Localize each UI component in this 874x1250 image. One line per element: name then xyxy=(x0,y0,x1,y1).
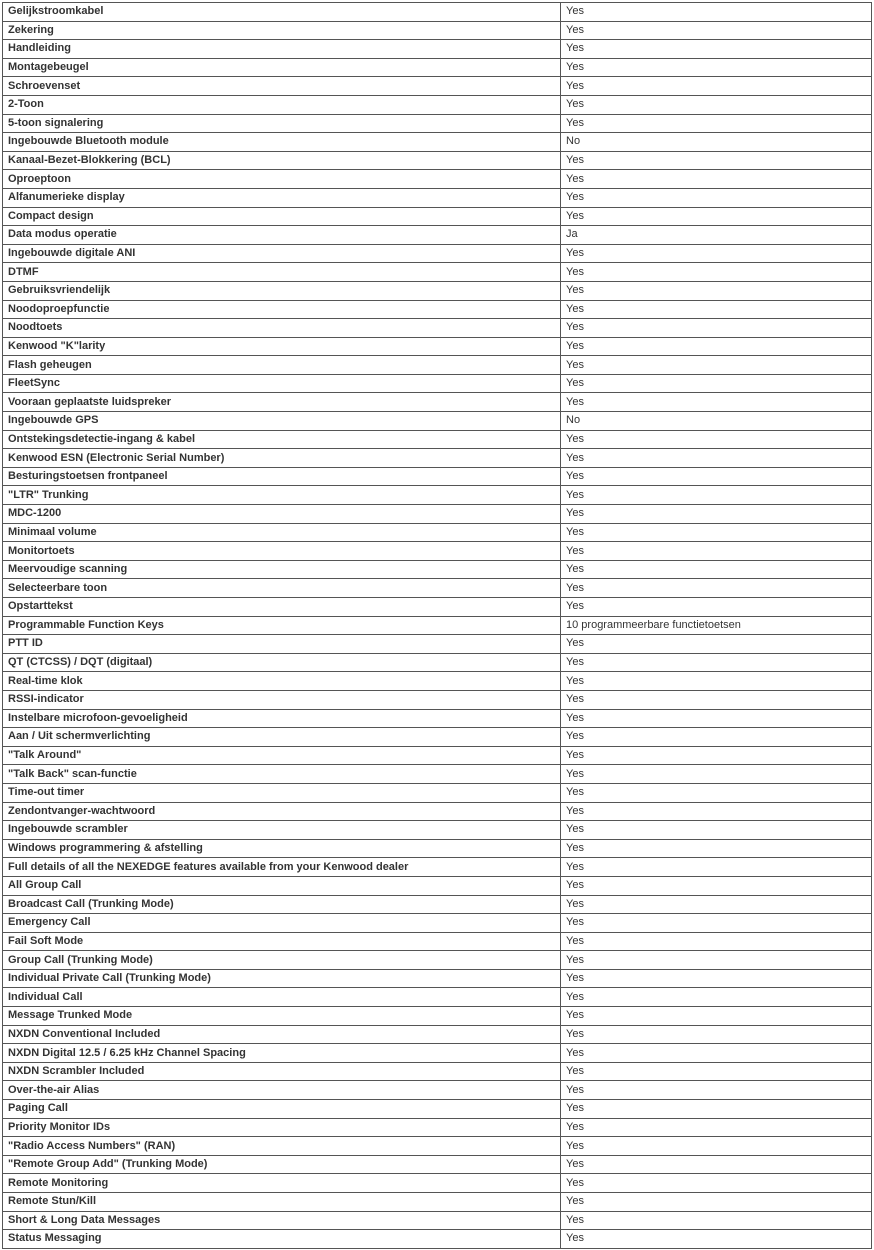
spec-value: Yes xyxy=(561,988,872,1007)
spec-label: Message Trunked Mode xyxy=(3,1007,561,1026)
table-row xyxy=(3,1174,872,1193)
spec-value: Yes xyxy=(561,188,872,207)
spec-value: Yes xyxy=(561,709,872,728)
table-row xyxy=(3,895,872,914)
spec-label: MDC-1200 xyxy=(3,505,561,524)
table-row xyxy=(3,1025,872,1044)
table-row xyxy=(3,709,872,728)
spec-value: Yes xyxy=(561,1118,872,1137)
spec-label: Oproeptoon xyxy=(3,170,561,189)
spec-label: Opstarttekst xyxy=(3,598,561,617)
table-row xyxy=(3,263,872,282)
spec-value: Yes xyxy=(561,1044,872,1063)
spec-label: NXDN Conventional Included xyxy=(3,1025,561,1044)
spec-value: Yes xyxy=(561,579,872,598)
spec-value: Yes xyxy=(561,542,872,561)
table-row xyxy=(3,1193,872,1212)
spec-value: Yes xyxy=(561,932,872,951)
spec-label: Status Messaging xyxy=(3,1230,561,1249)
spec-label: PTT ID xyxy=(3,635,561,654)
spec-label: Ingebouwde GPS xyxy=(3,412,561,431)
table-row xyxy=(3,337,872,356)
spec-label: Vooraan geplaatste luidspreker xyxy=(3,393,561,412)
spec-value: Yes xyxy=(561,728,872,747)
spec-value: Yes xyxy=(561,598,872,617)
spec-value: Yes xyxy=(561,151,872,170)
spec-value: Ja xyxy=(561,226,872,245)
table-row xyxy=(3,356,872,375)
table-row xyxy=(3,821,872,840)
spec-value: Yes xyxy=(561,430,872,449)
spec-value: Yes xyxy=(561,783,872,802)
table-row xyxy=(3,1081,872,1100)
spec-label: Ingebouwde Bluetooth module xyxy=(3,133,561,152)
spec-value: Yes xyxy=(561,951,872,970)
spec-label: Short & Long Data Messages xyxy=(3,1211,561,1230)
spec-value: Yes xyxy=(561,914,872,933)
table-row xyxy=(3,40,872,59)
spec-value: Yes xyxy=(561,114,872,133)
spec-value: Yes xyxy=(561,523,872,542)
table-row xyxy=(3,783,872,802)
spec-value: Yes xyxy=(561,672,872,691)
table-row xyxy=(3,1007,872,1026)
spec-label: Kenwood ESN (Electronic Serial Number) xyxy=(3,449,561,468)
table-row xyxy=(3,876,872,895)
spec-label: Remote Stun/Kill xyxy=(3,1193,561,1212)
spec-label: "LTR" Trunking xyxy=(3,486,561,505)
table-row xyxy=(3,58,872,77)
spec-value: Yes xyxy=(561,207,872,226)
table-row xyxy=(3,449,872,468)
table-row xyxy=(3,653,872,672)
table-row xyxy=(3,151,872,170)
spec-label: NXDN Scrambler Included xyxy=(3,1062,561,1081)
spec-value: Yes xyxy=(561,300,872,319)
spec-value: Yes xyxy=(561,337,872,356)
table-row xyxy=(3,114,872,133)
spec-value: Yes xyxy=(561,802,872,821)
spec-value: Yes xyxy=(561,21,872,40)
spec-value: Yes xyxy=(561,653,872,672)
spec-value: Yes xyxy=(561,690,872,709)
spec-value: No xyxy=(561,133,872,152)
table-row xyxy=(3,560,872,579)
spec-label: All Group Call xyxy=(3,876,561,895)
spec-label: Noodtoets xyxy=(3,319,561,338)
table-row xyxy=(3,542,872,561)
table-row xyxy=(3,932,872,951)
spec-label: Ontstekingsdetectie-ingang & kabel xyxy=(3,430,561,449)
spec-value: Yes xyxy=(561,3,872,22)
table-row xyxy=(3,1044,872,1063)
table-row xyxy=(3,858,872,877)
spec-label: Noodoproepfunctie xyxy=(3,300,561,319)
table-row xyxy=(3,616,872,635)
spec-value: Yes xyxy=(561,1230,872,1249)
spec-label: Group Call (Trunking Mode) xyxy=(3,951,561,970)
spec-value: Yes xyxy=(561,969,872,988)
table-row xyxy=(3,969,872,988)
spec-value: Yes xyxy=(561,170,872,189)
spec-value: Yes xyxy=(561,858,872,877)
table-row xyxy=(3,319,872,338)
table-row xyxy=(3,1211,872,1230)
spec-label: 2-Toon xyxy=(3,95,561,114)
spec-label: "Talk Back" scan-functie xyxy=(3,765,561,784)
spec-value: Yes xyxy=(561,1007,872,1026)
spec-value: Yes xyxy=(561,895,872,914)
spec-label: Zendontvanger-wachtwoord xyxy=(3,802,561,821)
spec-label: QT (CTCSS) / DQT (digitaal) xyxy=(3,653,561,672)
table-row xyxy=(3,635,872,654)
spec-label: Individual Private Call (Trunking Mode) xyxy=(3,969,561,988)
spec-label: Flash geheugen xyxy=(3,356,561,375)
spec-value: Yes xyxy=(561,1193,872,1212)
table-row xyxy=(3,579,872,598)
spec-label: Minimaal volume xyxy=(3,523,561,542)
table-row xyxy=(3,914,872,933)
spec-label: Schroevenset xyxy=(3,77,561,96)
spec-value: Yes xyxy=(561,1025,872,1044)
table-row xyxy=(3,951,872,970)
spec-value: Yes xyxy=(561,467,872,486)
spec-label: Compact design xyxy=(3,207,561,226)
spec-label: Paging Call xyxy=(3,1100,561,1119)
table-row xyxy=(3,77,872,96)
spec-value: Yes xyxy=(561,281,872,300)
spec-label: Gelijkstroomkabel xyxy=(3,3,561,22)
spec-value: Yes xyxy=(561,1062,872,1081)
table-row xyxy=(3,1100,872,1119)
table-row xyxy=(3,3,872,22)
spec-label: DTMF xyxy=(3,263,561,282)
table-row xyxy=(3,188,872,207)
spec-label: Ingebouwde scrambler xyxy=(3,821,561,840)
table-row xyxy=(3,207,872,226)
spec-label: "Remote Group Add" (Trunking Mode) xyxy=(3,1155,561,1174)
spec-label: Emergency Call xyxy=(3,914,561,933)
spec-label: Besturingstoetsen frontpaneel xyxy=(3,467,561,486)
table-row xyxy=(3,21,872,40)
table-row xyxy=(3,802,872,821)
table-row xyxy=(3,170,872,189)
spec-label: Handleiding xyxy=(3,40,561,59)
table-row xyxy=(3,430,872,449)
spec-label: Zekering xyxy=(3,21,561,40)
spec-label: Montagebeugel xyxy=(3,58,561,77)
spec-value: Yes xyxy=(561,1081,872,1100)
spec-value: Yes xyxy=(561,1100,872,1119)
spec-value: 10 programmeerbare functietoetsen xyxy=(561,616,872,635)
table-row xyxy=(3,281,872,300)
spec-label: Data modus operatie xyxy=(3,226,561,245)
spec-value: Yes xyxy=(561,95,872,114)
spec-label: Aan / Uit schermverlichting xyxy=(3,728,561,747)
spec-value: Yes xyxy=(561,263,872,282)
table-row xyxy=(3,244,872,263)
table-row xyxy=(3,505,872,524)
spec-label: Meervoudige scanning xyxy=(3,560,561,579)
table-row xyxy=(3,412,872,431)
spec-value: No xyxy=(561,412,872,431)
table-row xyxy=(3,1118,872,1137)
spec-label: RSSI-indicator xyxy=(3,690,561,709)
spec-value: Yes xyxy=(561,1155,872,1174)
spec-label: Remote Monitoring xyxy=(3,1174,561,1193)
table-row xyxy=(3,1062,872,1081)
spec-label: Fail Soft Mode xyxy=(3,932,561,951)
spec-label: Monitortoets xyxy=(3,542,561,561)
table-row xyxy=(3,1230,872,1249)
spec-value: Yes xyxy=(561,876,872,895)
table-row xyxy=(3,467,872,486)
spec-label: Selecteerbare toon xyxy=(3,579,561,598)
spec-label: 5-toon signalering xyxy=(3,114,561,133)
spec-value: Yes xyxy=(561,839,872,858)
spec-label: NXDN Digital 12.5 / 6.25 kHz Channel Spacing xyxy=(3,1044,561,1063)
spec-value: Yes xyxy=(561,821,872,840)
table-row xyxy=(3,672,872,691)
spec-value: Yes xyxy=(561,1211,872,1230)
spec-value: Yes xyxy=(561,374,872,393)
spec-label: "Radio Access Numbers" (RAN) xyxy=(3,1137,561,1156)
spec-label: Broadcast Call (Trunking Mode) xyxy=(3,895,561,914)
table-row xyxy=(3,300,872,319)
spec-table xyxy=(2,2,872,1249)
spec-label: "Talk Around" xyxy=(3,746,561,765)
table-row xyxy=(3,598,872,617)
spec-table-body xyxy=(3,3,872,1249)
spec-label: Over-the-air Alias xyxy=(3,1081,561,1100)
spec-label: Real-time klok xyxy=(3,672,561,691)
spec-label: Windows programmering & afstelling xyxy=(3,839,561,858)
spec-label: Instelbare microfoon-gevoeligheid xyxy=(3,709,561,728)
spec-value: Yes xyxy=(561,40,872,59)
table-row xyxy=(3,226,872,245)
spec-label: Kenwood "K"larity xyxy=(3,337,561,356)
table-row xyxy=(3,393,872,412)
spec-value: Yes xyxy=(561,765,872,784)
spec-value: Yes xyxy=(561,449,872,468)
spec-label: Alfanumerieke display xyxy=(3,188,561,207)
table-row xyxy=(3,523,872,542)
spec-value: Yes xyxy=(561,486,872,505)
spec-value: Yes xyxy=(561,560,872,579)
spec-label: Programmable Function Keys xyxy=(3,616,561,635)
spec-value: Yes xyxy=(561,746,872,765)
table-row xyxy=(3,765,872,784)
spec-value: Yes xyxy=(561,244,872,263)
table-row xyxy=(3,133,872,152)
table-row xyxy=(3,1137,872,1156)
table-row xyxy=(3,988,872,1007)
table-row xyxy=(3,839,872,858)
spec-value: Yes xyxy=(561,58,872,77)
spec-value: Yes xyxy=(561,1137,872,1156)
table-row xyxy=(3,486,872,505)
spec-label: FleetSync xyxy=(3,374,561,393)
table-row xyxy=(3,374,872,393)
table-row xyxy=(3,1155,872,1174)
spec-value: Yes xyxy=(561,77,872,96)
table-row xyxy=(3,690,872,709)
spec-label: Individual Call xyxy=(3,988,561,1007)
spec-label: Priority Monitor IDs xyxy=(3,1118,561,1137)
spec-value: Yes xyxy=(561,393,872,412)
table-row xyxy=(3,95,872,114)
spec-value: Yes xyxy=(561,635,872,654)
spec-label: Full details of all the NEXEDGE features available from your Kenwood dealer xyxy=(3,858,561,877)
spec-label: Time-out timer xyxy=(3,783,561,802)
spec-value: Yes xyxy=(561,1174,872,1193)
spec-value: Yes xyxy=(561,356,872,375)
table-row xyxy=(3,728,872,747)
spec-label: Kanaal-Bezet-Blokkering (BCL) xyxy=(3,151,561,170)
spec-value: Yes xyxy=(561,319,872,338)
table-row xyxy=(3,746,872,765)
spec-label: Gebruiksvriendelijk xyxy=(3,281,561,300)
spec-label: Ingebouwde digitale ANI xyxy=(3,244,561,263)
spec-value: Yes xyxy=(561,505,872,524)
